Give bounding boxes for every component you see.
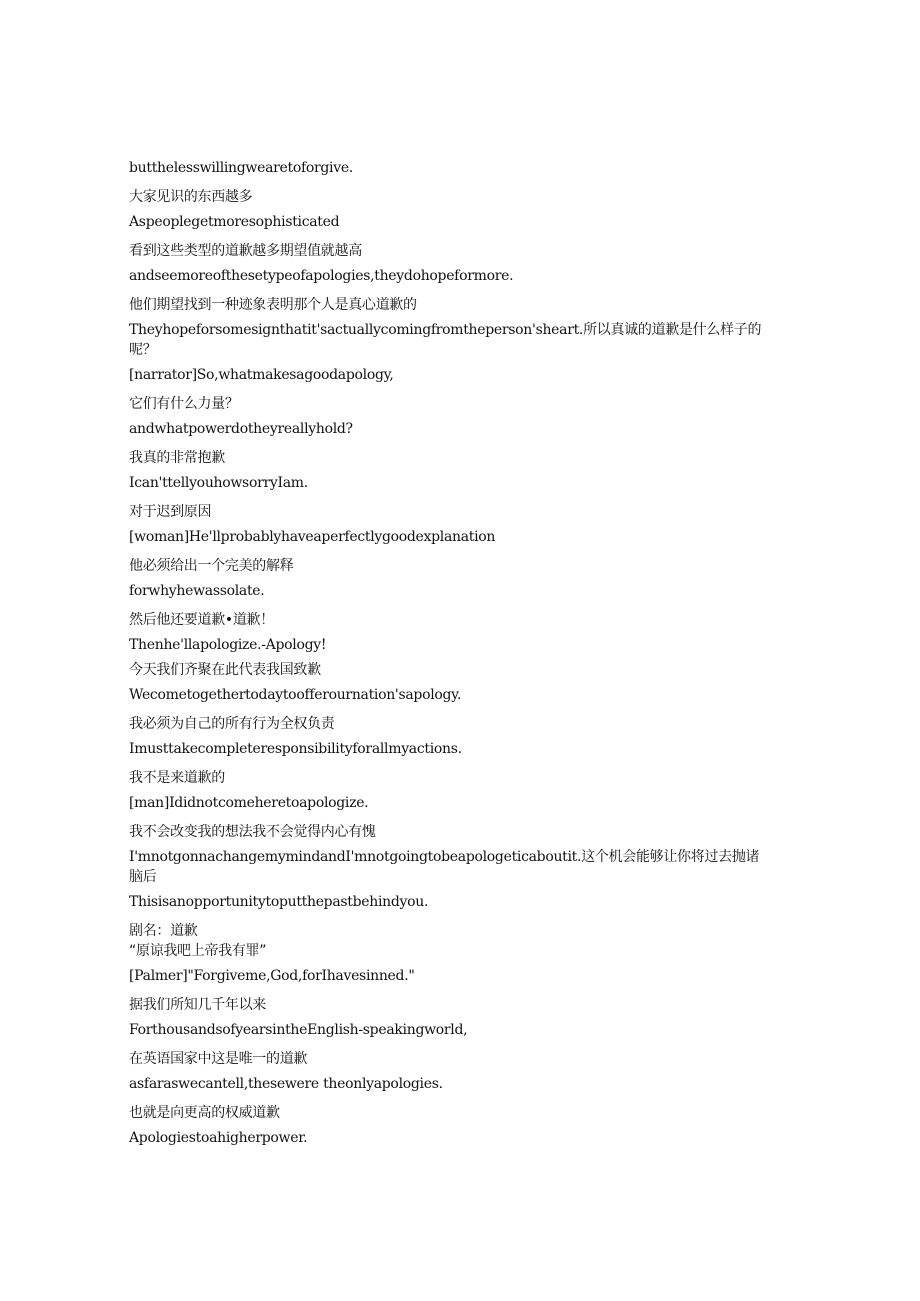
text-line: Thisisanopportunitytoputthepastbehindyou. [129,894,429,910]
text-line: 然后他还要道歉•道歉！ [129,612,274,628]
transcript-body [129,158,769,1148]
text-line: andwhatpowerdotheyreallyhold? [129,421,353,437]
text-line: 我不是来道歉的 [129,770,225,786]
text-line: Thenhe'llapologize.-Apology! [129,637,327,653]
text-line: 他们期望找到一种迹象表明那个人是真心道歉的 [129,297,417,313]
text-line: 我必须为自己的所有行为全权负责 [129,716,335,732]
text-line: ForthousandsofyearsintheEnglish-speakingworld, [129,1022,468,1038]
text-line: 我真的非常抱歉 [129,450,225,466]
text-line: 我不会改变我的想法我不会觉得内心有愧 [129,824,376,840]
text-line: Aspeoplegetmoresophisticated [129,214,340,230]
text-line: Imusttakecompleteresponsibilityforallmyactions. [129,741,462,757]
text-line: “原谅我吧上帝我有罪” [129,943,267,959]
text-line: andseemoreofthesetypeofapologies,theydohopeformore. [129,268,514,284]
text-line: forwhyhewassolate. [129,583,265,599]
text-line: 大家见识的东西越多 [129,189,253,205]
text-line: 他必须给出一个完美的解释 [129,558,294,574]
text-line: 对于迟到原因 [129,504,212,520]
text-line: 也就是向更高的权威道歉 [129,1105,280,1121]
text-line: Ican'ttellyouhowsorryIam. [129,475,308,491]
text-line: [woman]He'llprobablyhaveaperfectlygoodexplanation [129,529,496,545]
text-line: Apologiestoahigherpower. [129,1130,308,1146]
text-line: butthelesswillingwearetoforgive. [129,160,353,176]
text-line: Theyhopeforsomesignthatit'sactuallycomingfromtheperson'sheart.所以真诚的道歉是什么样子的呢？ [129,322,762,358]
text-line: 在英语国家中这是唯一的道歉 [129,1051,308,1067]
text-line: [narrator]So,whatmakesagoodapology, [129,367,394,383]
text-line: I'mnotgonnachangemymindandI'mnotgoingtobeapologeticaboutit.这个机会能够让你将过去抛诸脑后 [129,849,760,885]
text-line: Wecometogethertodaytoofferournation'sapology. [129,687,462,703]
text-line: [man]Ididnotcomeheretoapologize. [129,795,369,811]
text-line: 今天我们齐聚在此代表我国致歉 [129,662,321,678]
text-line: 它们有什么力量？ [129,396,239,412]
text-line: [Palmer]"Forgiveme,God,forIhavesinned." [129,968,415,984]
text-line: 剧名：道歉 [129,923,198,939]
text-line: asfaraswecantell,thesewere theonlyapologies. [129,1076,443,1092]
text-line: 看到这些类型的道歉越多期望值就越高 [129,243,362,259]
text-line: 据我们所知几千年以来 [129,997,266,1013]
